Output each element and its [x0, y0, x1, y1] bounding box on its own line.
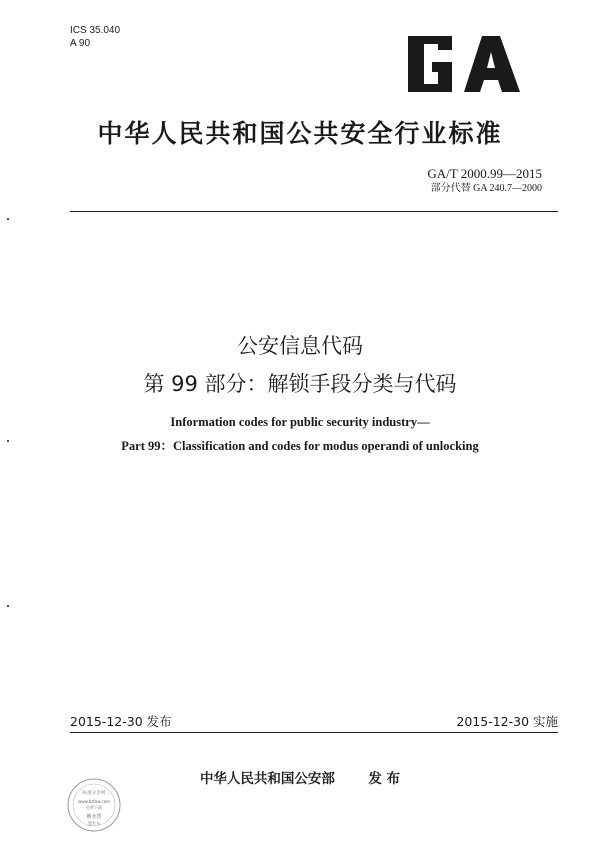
issue-label: 发 布 [368, 771, 401, 787]
stamp-line6: 置发布 [88, 821, 100, 826]
standard-number-block [427, 166, 542, 196]
title-cn-line2: 第 99 部分：解锁手段分类与代码 [143, 372, 457, 396]
stamp-line1: 标准分享网 [82, 791, 106, 796]
bottom-divider [70, 732, 558, 733]
stamp-line2: www.bzfxw.com [78, 799, 110, 804]
scan-speck [7, 440, 9, 442]
standard-number: GA/T 2000.99—2015 [427, 166, 542, 181]
title-cn-line1: 公安信息代码 [237, 334, 363, 358]
ga-logo-text: GA [464, 102, 466, 103]
standard-category-title: 中华人民共和国公共安全行业标准 [97, 119, 503, 148]
issuer-name: 中华人民共和国公安部 [199, 771, 335, 787]
title-en-line1: Information codes for public security industry— [170, 415, 430, 429]
scan-speck [7, 605, 9, 607]
issue-date: 2015-12-30 发布 [70, 714, 172, 729]
top-divider [70, 211, 558, 212]
ics-code-block [70, 24, 120, 50]
ics-code: ICS 35.040 [70, 25, 121, 36]
implement-date: 2015-12-30 实施 [456, 714, 558, 729]
title-en-line2: Part 99：Classification and codes for modus operandi of unlocking [121, 439, 479, 453]
stamp-line5: 则水替 [86, 814, 102, 820]
replaces-note: 部分代替 GA 240.7—2000 [430, 183, 542, 194]
scan-speck [7, 218, 9, 220]
ccs-code: A 90 [70, 38, 91, 49]
stamp-line3: 免费下载 [86, 805, 102, 810]
ga-logo [402, 24, 526, 104]
watermark-stamp [66, 777, 122, 833]
